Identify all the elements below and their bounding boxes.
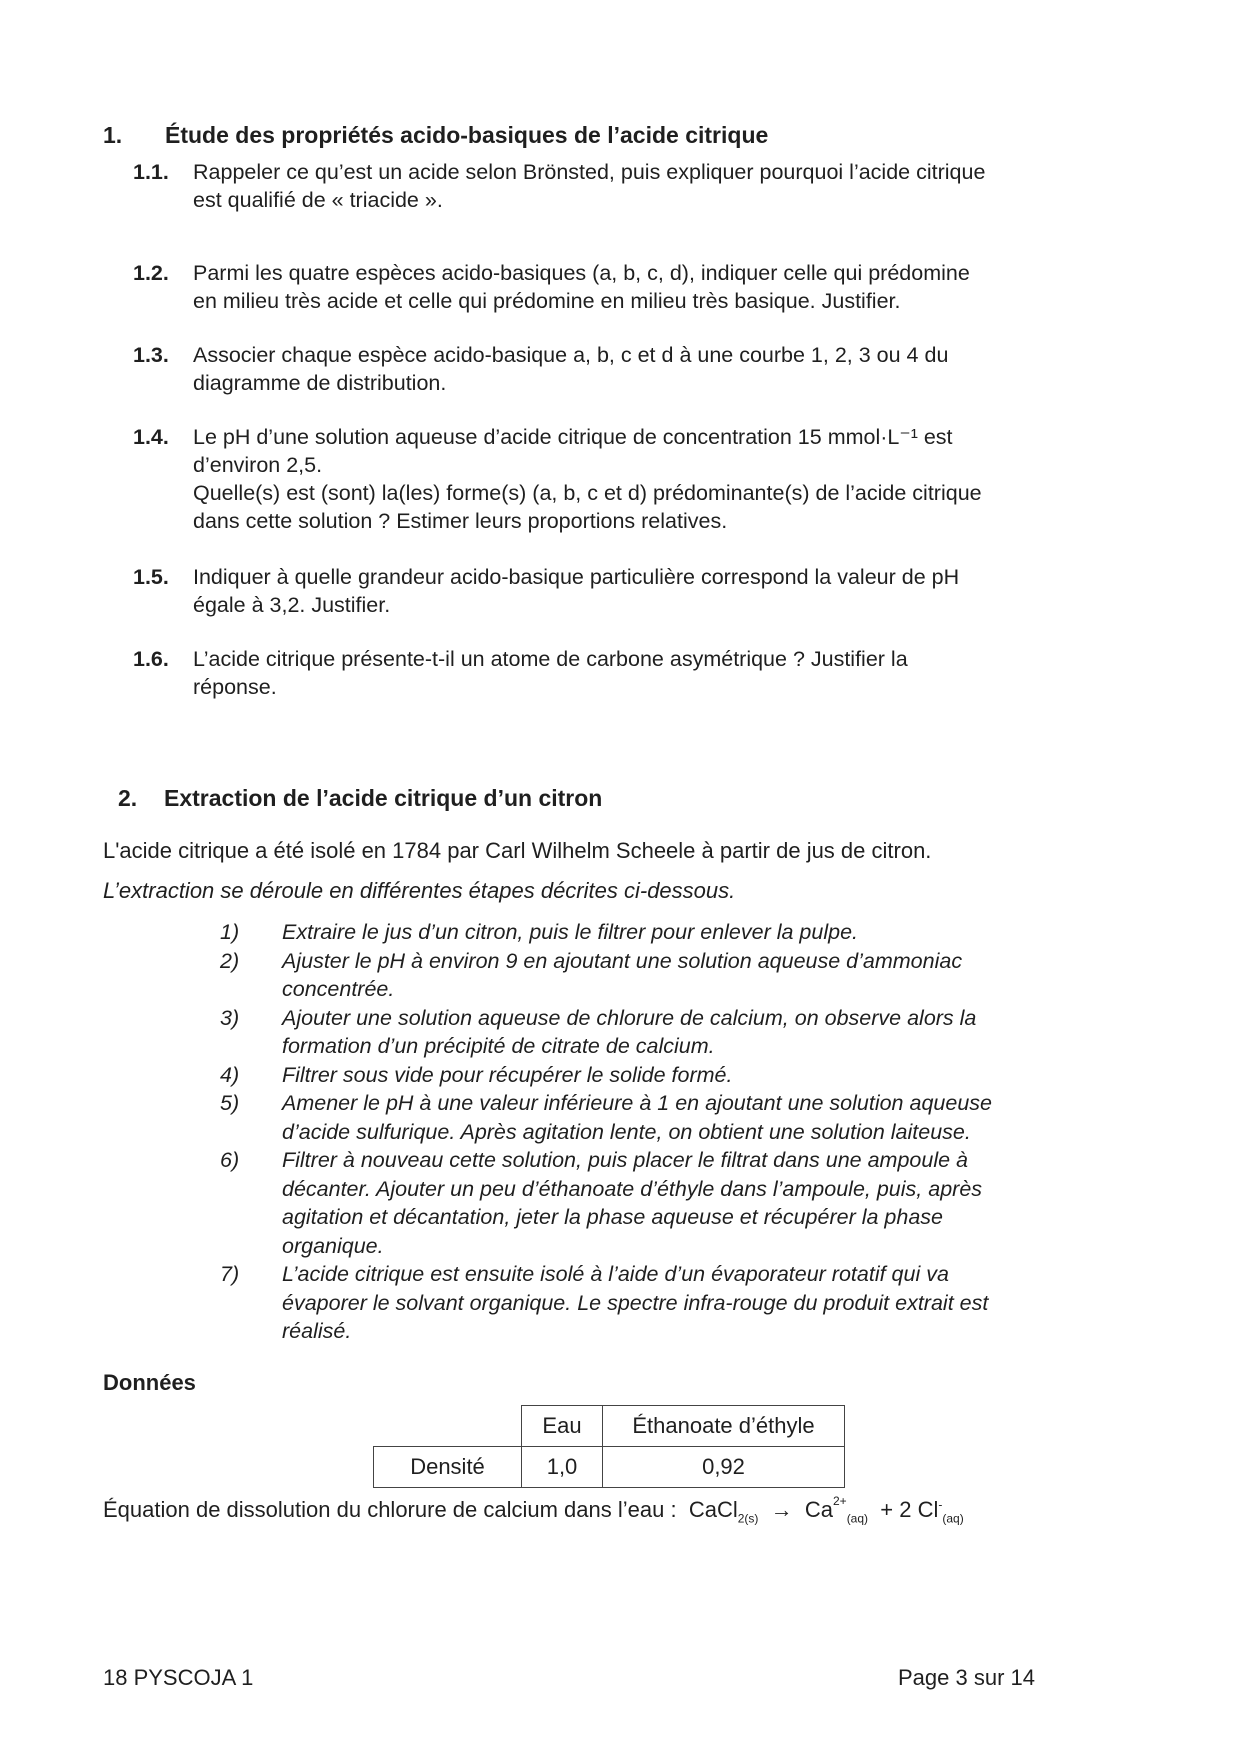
question-1-6 bbox=[133, 645, 1113, 701]
step-number: 4) bbox=[220, 1062, 240, 1087]
question-line: Associer chaque espèce acido-basique a, b, c et d à une courbe 1, 2, 3 ou 4 du bbox=[193, 343, 949, 367]
step-line: agitation et décantation, jeter la phase aqueuse et récupérer la phase bbox=[282, 1205, 943, 1229]
step-number: 1) bbox=[220, 920, 240, 944]
plus-coefficient: + 2 bbox=[880, 1497, 912, 1522]
list-item bbox=[220, 1260, 1116, 1346]
step-line: organique. bbox=[282, 1233, 384, 1258]
step-line: L’acide citrique est ensuite isolé à l’aide d’un évaporateur rotatif qui va bbox=[282, 1262, 949, 1286]
product-1-charge: 2+ bbox=[833, 1493, 847, 1508]
table-header-ethanoate: Éthanoate d’éthyle bbox=[603, 1406, 845, 1447]
step-line: d’acide sulfurique. Après agitation lente, on obtient une solution laiteuse. bbox=[282, 1119, 971, 1144]
question-number: 1.4. bbox=[133, 425, 169, 449]
list-item bbox=[220, 1089, 1116, 1146]
question-line: est qualifié de « triacide ». bbox=[193, 188, 443, 212]
section-2-title bbox=[118, 785, 602, 812]
question-line: Parmi les quatre espèces acido-basiques (a, b, c, d), indiquer celle qui prédomine bbox=[193, 261, 970, 285]
step-line: évaporer le solvant organique. Le spectre infra-rouge du produit extrait est bbox=[282, 1290, 989, 1315]
question-line: d’environ 2,5. bbox=[193, 453, 323, 477]
section-2-number: 2. bbox=[118, 785, 138, 811]
step-line: Filtrer à nouveau cette solution, puis placer le filtrat dans une ampoule à bbox=[282, 1148, 969, 1172]
step-number: 6) bbox=[220, 1148, 240, 1172]
step-line: Extraire le jus d’un citron, puis le filtrer pour enlever la pulpe. bbox=[282, 920, 859, 944]
list-item bbox=[220, 1146, 1116, 1260]
table-row bbox=[374, 1406, 845, 1447]
question-line: réponse. bbox=[193, 675, 277, 699]
intro-paragraph: L'acide citrique a été isolé en 1784 par Carl Wilhelm Scheele à partir de jus de citron. bbox=[103, 838, 932, 863]
section-1-number: 1. bbox=[103, 122, 123, 148]
reaction-arrow: → bbox=[770, 1497, 793, 1522]
table-row-label: Densité bbox=[374, 1447, 522, 1488]
list-item bbox=[220, 1004, 1116, 1061]
question-line: Le pH d’une solution aqueuse d’acide citrique de concentration 15 mmol·L⁻¹ est bbox=[193, 425, 953, 449]
question-1-2 bbox=[133, 259, 1113, 315]
reactant-state: 2(s) bbox=[737, 1511, 759, 1526]
question-1-5 bbox=[133, 563, 1113, 619]
density-table bbox=[373, 1405, 845, 1488]
reactant-formula: CaCl bbox=[688, 1497, 738, 1522]
section-1-heading: Étude des propriétés acido-basiques de l’acide citrique bbox=[165, 122, 769, 148]
list-item bbox=[220, 1061, 1116, 1090]
question-line: Quelle(s) est (sont) la(les) forme(s) (a, b, c et d) prédominante(s) de l’acide citrique bbox=[193, 481, 982, 505]
table-corner-cell bbox=[374, 1406, 522, 1447]
product-2-charge: - bbox=[938, 1497, 943, 1512]
step-line: formation d’un précipité de citrate de calcium. bbox=[282, 1034, 715, 1058]
question-line: L’acide citrique présente-t-il un atome de carbone asymétrique ? Justifier la bbox=[193, 647, 908, 671]
question-1-3 bbox=[133, 341, 1113, 397]
question-number: 1.1. bbox=[133, 160, 169, 184]
footer-page-number: Page 3 sur 14 bbox=[898, 1665, 1035, 1690]
question-line: Rappeler ce qu’est un acide selon Brönsted, puis expliquer pourquoi l’acide citrique bbox=[193, 160, 986, 184]
extraction-steps-list bbox=[220, 918, 1116, 1346]
step-line: Amener le pH à une valeur inférieure à 1 en ajoutant une solution aqueuse bbox=[282, 1091, 992, 1115]
donnees-heading: Données bbox=[103, 1370, 196, 1395]
table-header-eau: Eau bbox=[522, 1406, 603, 1447]
product-1-state: (aq) bbox=[846, 1511, 869, 1526]
table-cell: 1,0 bbox=[522, 1447, 603, 1488]
question-1-4 bbox=[133, 423, 1113, 535]
step-number: 2) bbox=[220, 948, 240, 973]
question-line: en milieu très acide et celle qui prédomine en milieu très basique. Justifier. bbox=[193, 289, 901, 313]
table-cell: 0,92 bbox=[603, 1447, 845, 1488]
question-number: 1.2. bbox=[133, 261, 169, 285]
intro-italic-paragraph: L’extraction se déroule en différentes étapes décrites ci-dessous. bbox=[103, 878, 736, 903]
step-number: 3) bbox=[220, 1005, 240, 1030]
question-line: égale à 3,2. Justifier. bbox=[193, 593, 391, 617]
section-1-title bbox=[103, 122, 768, 149]
step-line: réalisé. bbox=[282, 1319, 352, 1343]
question-number: 1.3. bbox=[133, 343, 169, 367]
question-line: Indiquer à quelle grandeur acido-basique particulière correspond la valeur de pH bbox=[193, 565, 960, 589]
product-1-formula: Ca bbox=[804, 1497, 833, 1522]
step-line: Filtrer sous vide pour récupérer le solide formé. bbox=[282, 1062, 733, 1087]
question-line: diagramme de distribution. bbox=[193, 371, 447, 395]
footer-exam-code: 18 PYSCOJA 1 bbox=[103, 1665, 254, 1690]
table-row bbox=[374, 1447, 845, 1488]
step-number: 5) bbox=[220, 1091, 240, 1115]
step-number: 7) bbox=[220, 1262, 240, 1286]
question-1-1 bbox=[133, 158, 1113, 214]
step-line: Ajuster le pH à environ 9 en ajoutant une solution aqueuse d’ammoniac bbox=[282, 948, 963, 973]
list-item bbox=[220, 947, 1116, 1004]
step-line: décanter. Ajouter un peu d’éthanoate d’éthyle dans l’ampoule, puis, après bbox=[282, 1176, 983, 1201]
step-line: concentrée. bbox=[282, 977, 395, 1001]
question-number: 1.5. bbox=[133, 565, 169, 589]
dissolution-equation bbox=[103, 1493, 964, 1526]
product-2-formula: Cl bbox=[917, 1497, 939, 1522]
section-2-heading: Extraction de l’acide citrique d’un citron bbox=[164, 785, 603, 811]
list-item bbox=[220, 918, 1116, 947]
equation-text: Équation de dissolution du chlorure de calcium dans l’eau : bbox=[103, 1497, 677, 1522]
question-number: 1.6. bbox=[133, 647, 169, 671]
product-2-state: (aq) bbox=[942, 1511, 964, 1526]
step-line: Ajouter une solution aqueuse de chlorure de calcium, on observe alors la bbox=[282, 1005, 977, 1030]
question-line: dans cette solution ? Estimer leurs proportions relatives. bbox=[193, 509, 728, 533]
